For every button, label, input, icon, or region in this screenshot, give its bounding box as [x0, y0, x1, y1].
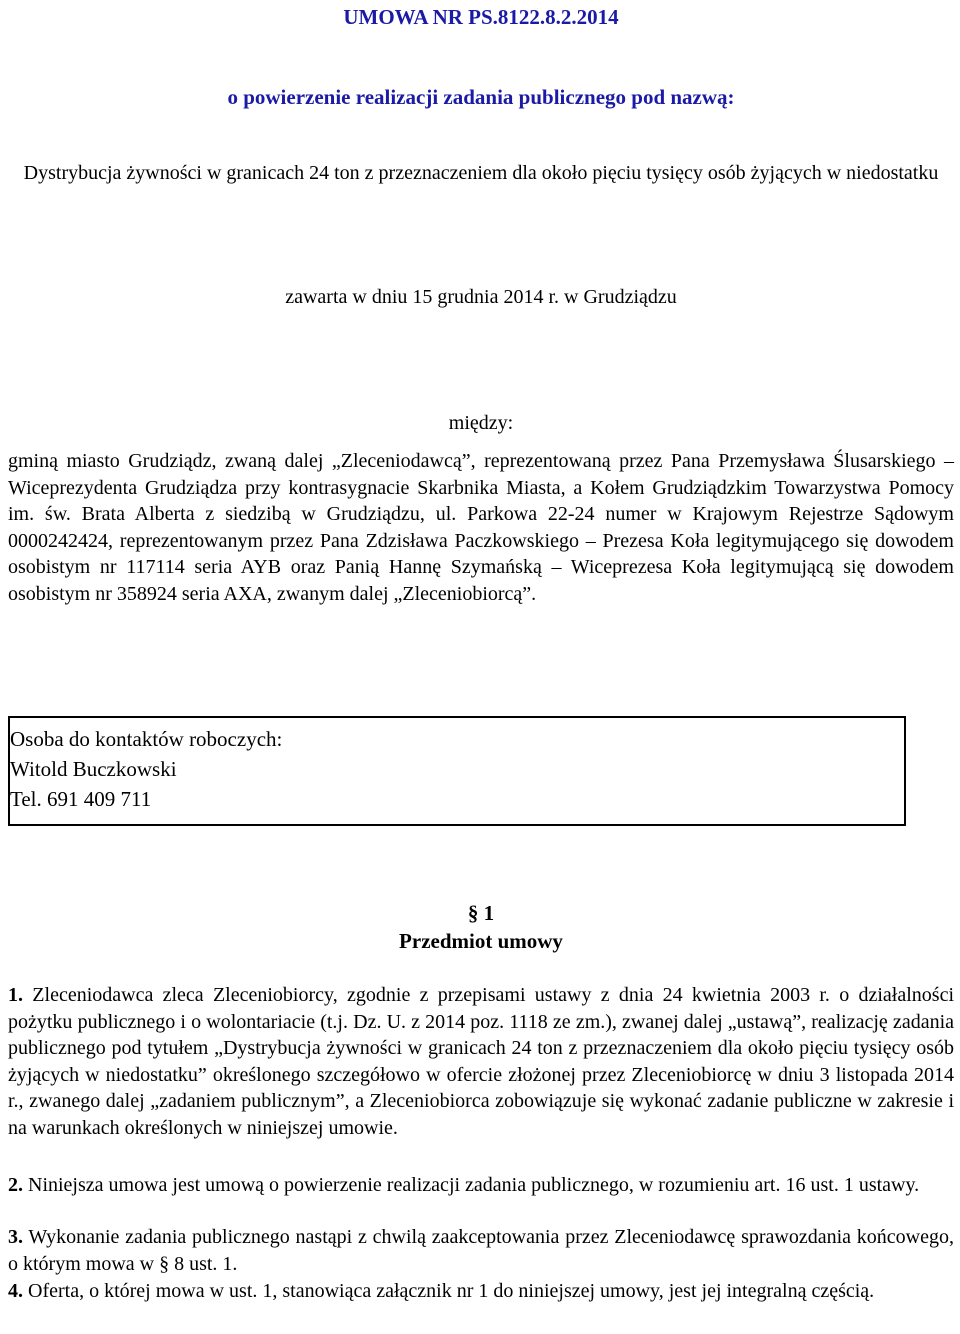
clause-1: [8, 982, 954, 1142]
contact-phone: Tel. 691 409 711: [10, 787, 152, 811]
contract-subtitle: o powierzenie realizacji zadania publicznego pod nazwą:: [227, 85, 735, 109]
contact-label: Osoba do kontaktów roboczych:: [10, 727, 283, 751]
clause-2: [8, 1172, 954, 1199]
contact-name: Witold Buczkowski: [10, 757, 177, 781]
section-number: § 1: [467, 901, 495, 925]
clause-text: Zleceniodawca zleca Zleceniobiorcy, zgodnie z przepisami ustawy z dnia 24 kwietnia 2003 r. o działalności pożytku publicznego i o wolontariacie (t.j. Dz. U. z 2014 poz. 1118 ze zm.), zwanej dalej „ustawą”, realizację zadania publicznego pod tytułem „Dystrybucja żywności w granicach 24 ton z przeznaczeniem dla około pięciu tysięcy osób żyjących w niedostatku” określonego szczegółowo w ofercie złożonej przez Zleceniobiorcę w dniu 3 listopada 2014 r., zwanego dalej „zadaniem publicznym”, a Zleceniobiorca zobowiązuje się wykonać zadanie publiczne w zakresie i na warunkach określonych w niniejszej umowie.: [8, 984, 955, 1139]
clause-text: Niniejsza umowa jest umową o powierzenie realizacji zadania publicznego, w rozumieniu art. 16 ust. 1 ustawy.: [28, 1174, 920, 1196]
between-heading: między:: [448, 412, 514, 434]
clause-3: [8, 1224, 954, 1277]
concluded-date-place: zawarta w dniu 15 grudnia 2014 r. w Grudziądzu: [285, 286, 677, 308]
clause-number: 2.: [8, 1174, 23, 1196]
clause-4: [8, 1278, 954, 1305]
contact-box: [8, 716, 906, 826]
clause-text: Wykonanie zadania publicznego nastąpi z chwilą zaakceptowania przez Zleceniodawcę sprawozdania końcowego, o którym mowa w § 8 ust. 1.: [8, 1226, 954, 1275]
clause-number: 3.: [8, 1226, 23, 1248]
clause-number: 1.: [8, 984, 23, 1006]
task-name: Dystrybucja żywności w granicach 24 ton z przeznaczeniem dla około pięciu tysięcy osób żyjących w niedostatku: [23, 162, 939, 184]
contract-title: UMOWA NR PS.8122.8.2.2014: [343, 5, 619, 29]
parties-paragraph: gminą miasto Grudziądz, zwaną dalej „Zleceniodawcą”, reprezentowaną przez Pana Przemysława Ślusarskiego – Wiceprezydenta Grudziądza przy kontrasygnacie Skarbnika Miasta, a Kołem Grudziądzkim Towarzystwa Pomocy im. św. Brata Alberta z siedzibą w Grudziądzu, ul. Parkowa 22-24 numer w Krajowym Rejestrze Sądowym 0000242424, reprezentowanym przez Pana Zdzisława Paczkowskiego – Prezesa Koła legitymującego się dowodem osobistym nr 117114 seria AYB oraz Panią Hannę Szymańską – Wiceprezesa Koła legitymującą się dowodem osobistym nr 358924 seria AXA, zwanym dalej „Zleceniobiorcą”.: [8, 450, 954, 605]
section-title: Przedmiot umowy: [399, 929, 563, 953]
clause-text: Oferta, o której mowa w ust. 1, stanowiąca załącznik nr 1 do niniejszej umowy, jest jej integralną częścią.: [28, 1280, 875, 1302]
clause-number: 4.: [8, 1280, 23, 1302]
